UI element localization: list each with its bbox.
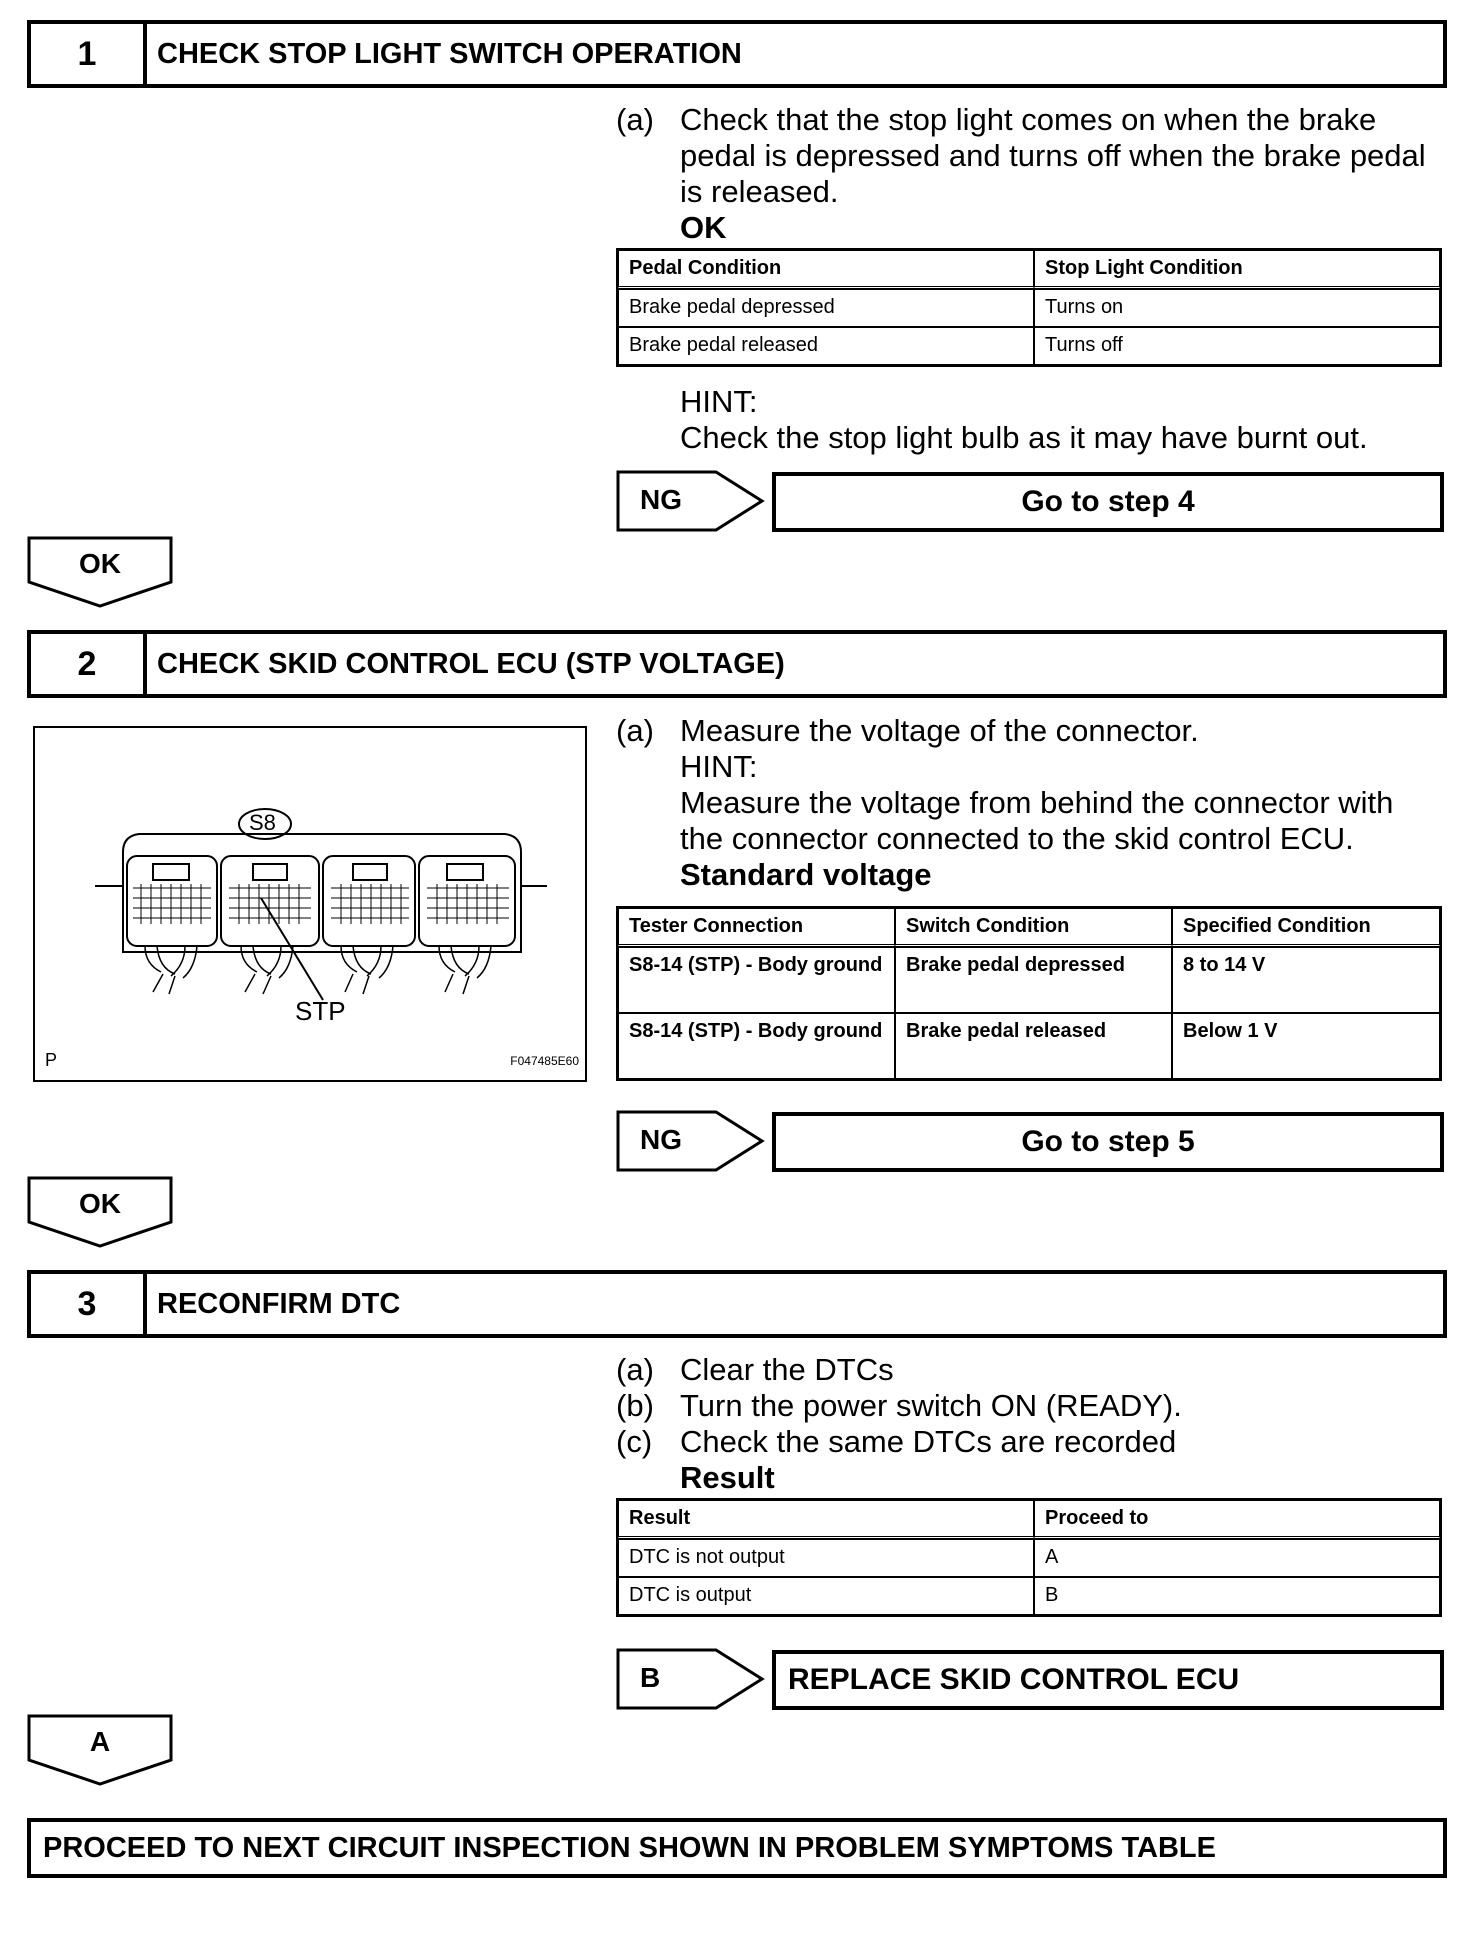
step3-item-label: (a): [616, 1352, 654, 1387]
step2-table: [616, 906, 1442, 1081]
step2-header: [27, 630, 1447, 698]
step3-b-label: B: [640, 1662, 661, 1693]
b-arrow-shape: [616, 1648, 766, 1710]
step3-header: [27, 1270, 1447, 1338]
step2-item-a: [616, 713, 1446, 749]
step1-item-a: [616, 102, 1446, 212]
step1-ng-target[interactable]: Go to step 4: [772, 472, 1444, 532]
step2-title: CHECK SKID CONTROL ECU (STP VOLTAGE): [157, 647, 785, 680]
step1-number: 1: [31, 24, 147, 84]
table-cell: Brake pedal released: [618, 327, 1034, 365]
step3-item-label: (c): [616, 1424, 653, 1459]
connector-figure: [33, 726, 587, 1082]
table-cell: Turns on: [1034, 289, 1440, 327]
step3-item-b: [616, 1388, 1446, 1424]
table-row: [618, 289, 1440, 327]
table-cell: B: [1034, 1577, 1440, 1615]
figure-corner-letter: P: [45, 1050, 58, 1070]
table-header-row: [618, 1500, 1440, 1539]
table-cell: S8-14 (STP) - Body ground: [618, 947, 895, 1013]
step2-item-label: (a): [616, 713, 654, 748]
table-cell: Turns off: [1034, 327, 1440, 365]
step2-std-heading: Standard voltage: [680, 857, 932, 892]
table-row: [618, 1577, 1440, 1615]
step3-result-heading: Result: [680, 1460, 775, 1495]
table-header-cell: Specified Condition: [1172, 908, 1440, 947]
step3-a-arrow[interactable]: [27, 1714, 173, 1786]
table-row: [618, 327, 1440, 365]
table-cell: Brake pedal depressed: [895, 947, 1172, 1013]
step3-number: 3: [31, 1274, 147, 1334]
connector-label-s8: S8: [249, 810, 276, 835]
table-header-cell: Tester Connection: [618, 908, 895, 947]
table-header-row: [618, 908, 1440, 947]
step3-item-c: [616, 1424, 1446, 1460]
table-cell: DTC is not output: [618, 1539, 1034, 1577]
ecu-connector-drawing: [35, 728, 585, 1080]
table-cell: DTC is output: [618, 1577, 1034, 1615]
pin-label-stp: STP: [295, 996, 346, 1026]
step2-ok-arrow-label: OK: [79, 1188, 121, 1219]
step1-ng-label: NG: [640, 484, 682, 515]
table-cell: Below 1 V: [1172, 1013, 1440, 1079]
step3-item-text: Clear the DTCs: [680, 1352, 894, 1387]
table-header-cell: Pedal Condition: [618, 250, 1034, 289]
step3-title: RECONFIRM DTC: [157, 1287, 401, 1320]
ng-arrow-shape: [616, 470, 766, 532]
step2-ng-arrow[interactable]: [616, 1110, 766, 1172]
step2-ng-label: NG: [640, 1124, 682, 1155]
step2-ok-arrow[interactable]: [27, 1176, 173, 1248]
final-box[interactable]: [27, 1818, 1447, 1878]
ng-arrow-shape: [616, 1110, 766, 1172]
step2-hint-label: HINT:: [680, 749, 758, 784]
table-header-cell: Stop Light Condition: [1034, 250, 1440, 289]
step1-item-label: (a): [616, 102, 654, 137]
table-cell: S8-14 (STP) - Body ground: [618, 1013, 895, 1079]
table-cell: Brake pedal depressed: [618, 289, 1034, 327]
step3-table: [616, 1498, 1442, 1617]
table-cell: Brake pedal released: [895, 1013, 1172, 1079]
table-cell: A: [1034, 1539, 1440, 1577]
step2-hint-text: Measure the voltage from behind the connector with the connector connected to the skid control ECU.: [680, 785, 1394, 856]
table-header-cell: Result: [618, 1500, 1034, 1539]
table-header-cell: Switch Condition: [895, 908, 1172, 947]
step1-ng-arrow[interactable]: [616, 470, 766, 532]
step3-item-a: [616, 1352, 1446, 1388]
step3-b-target[interactable]: REPLACE SKID CONTROL ECU: [772, 1650, 1444, 1710]
table-cell: 8 to 14 V: [1172, 947, 1440, 1013]
step3-item-text: Check the same DTCs are recorded: [680, 1424, 1177, 1459]
table-header-cell: Proceed to: [1034, 1500, 1440, 1539]
step2-ng-target[interactable]: Go to step 5: [772, 1112, 1444, 1172]
final-text: PROCEED TO NEXT CIRCUIT INSPECTION SHOWN IN PROBLEM SYMPTOMS TABLE: [43, 1831, 1216, 1864]
step1-table: [616, 248, 1442, 367]
step1-header: [27, 20, 1447, 88]
table-row: [618, 1539, 1440, 1577]
step1-item-text: Check that the stop light comes on when the brake pedal is depressed and turns off when the brake pedal is released.: [680, 102, 1426, 209]
step2-item-text: Measure the voltage of the connector.: [680, 713, 1199, 748]
step3-item-text: Turn the power switch ON (READY).: [680, 1388, 1182, 1423]
step1-title: CHECK STOP LIGHT SWITCH OPERATION: [157, 37, 742, 70]
table-header-row: [618, 250, 1440, 289]
step3-b-arrow[interactable]: [616, 1648, 766, 1710]
step1-ok-heading: OK: [680, 210, 727, 245]
figure-code: F047485E60: [510, 1054, 579, 1068]
step3-a-arrow-label: A: [89, 1726, 111, 1757]
step1-hint-label: HINT:: [680, 384, 758, 419]
table-row: [618, 947, 1440, 1013]
step1-ok-arrow[interactable]: [27, 536, 173, 608]
table-row: [618, 1013, 1440, 1079]
step1-hint-text: Check the stop light bulb as it may have burnt out.: [680, 420, 1368, 455]
step1-ok-arrow-label: OK: [79, 548, 121, 579]
step3-item-label: (b): [616, 1388, 654, 1423]
step2-number: 2: [31, 634, 147, 694]
